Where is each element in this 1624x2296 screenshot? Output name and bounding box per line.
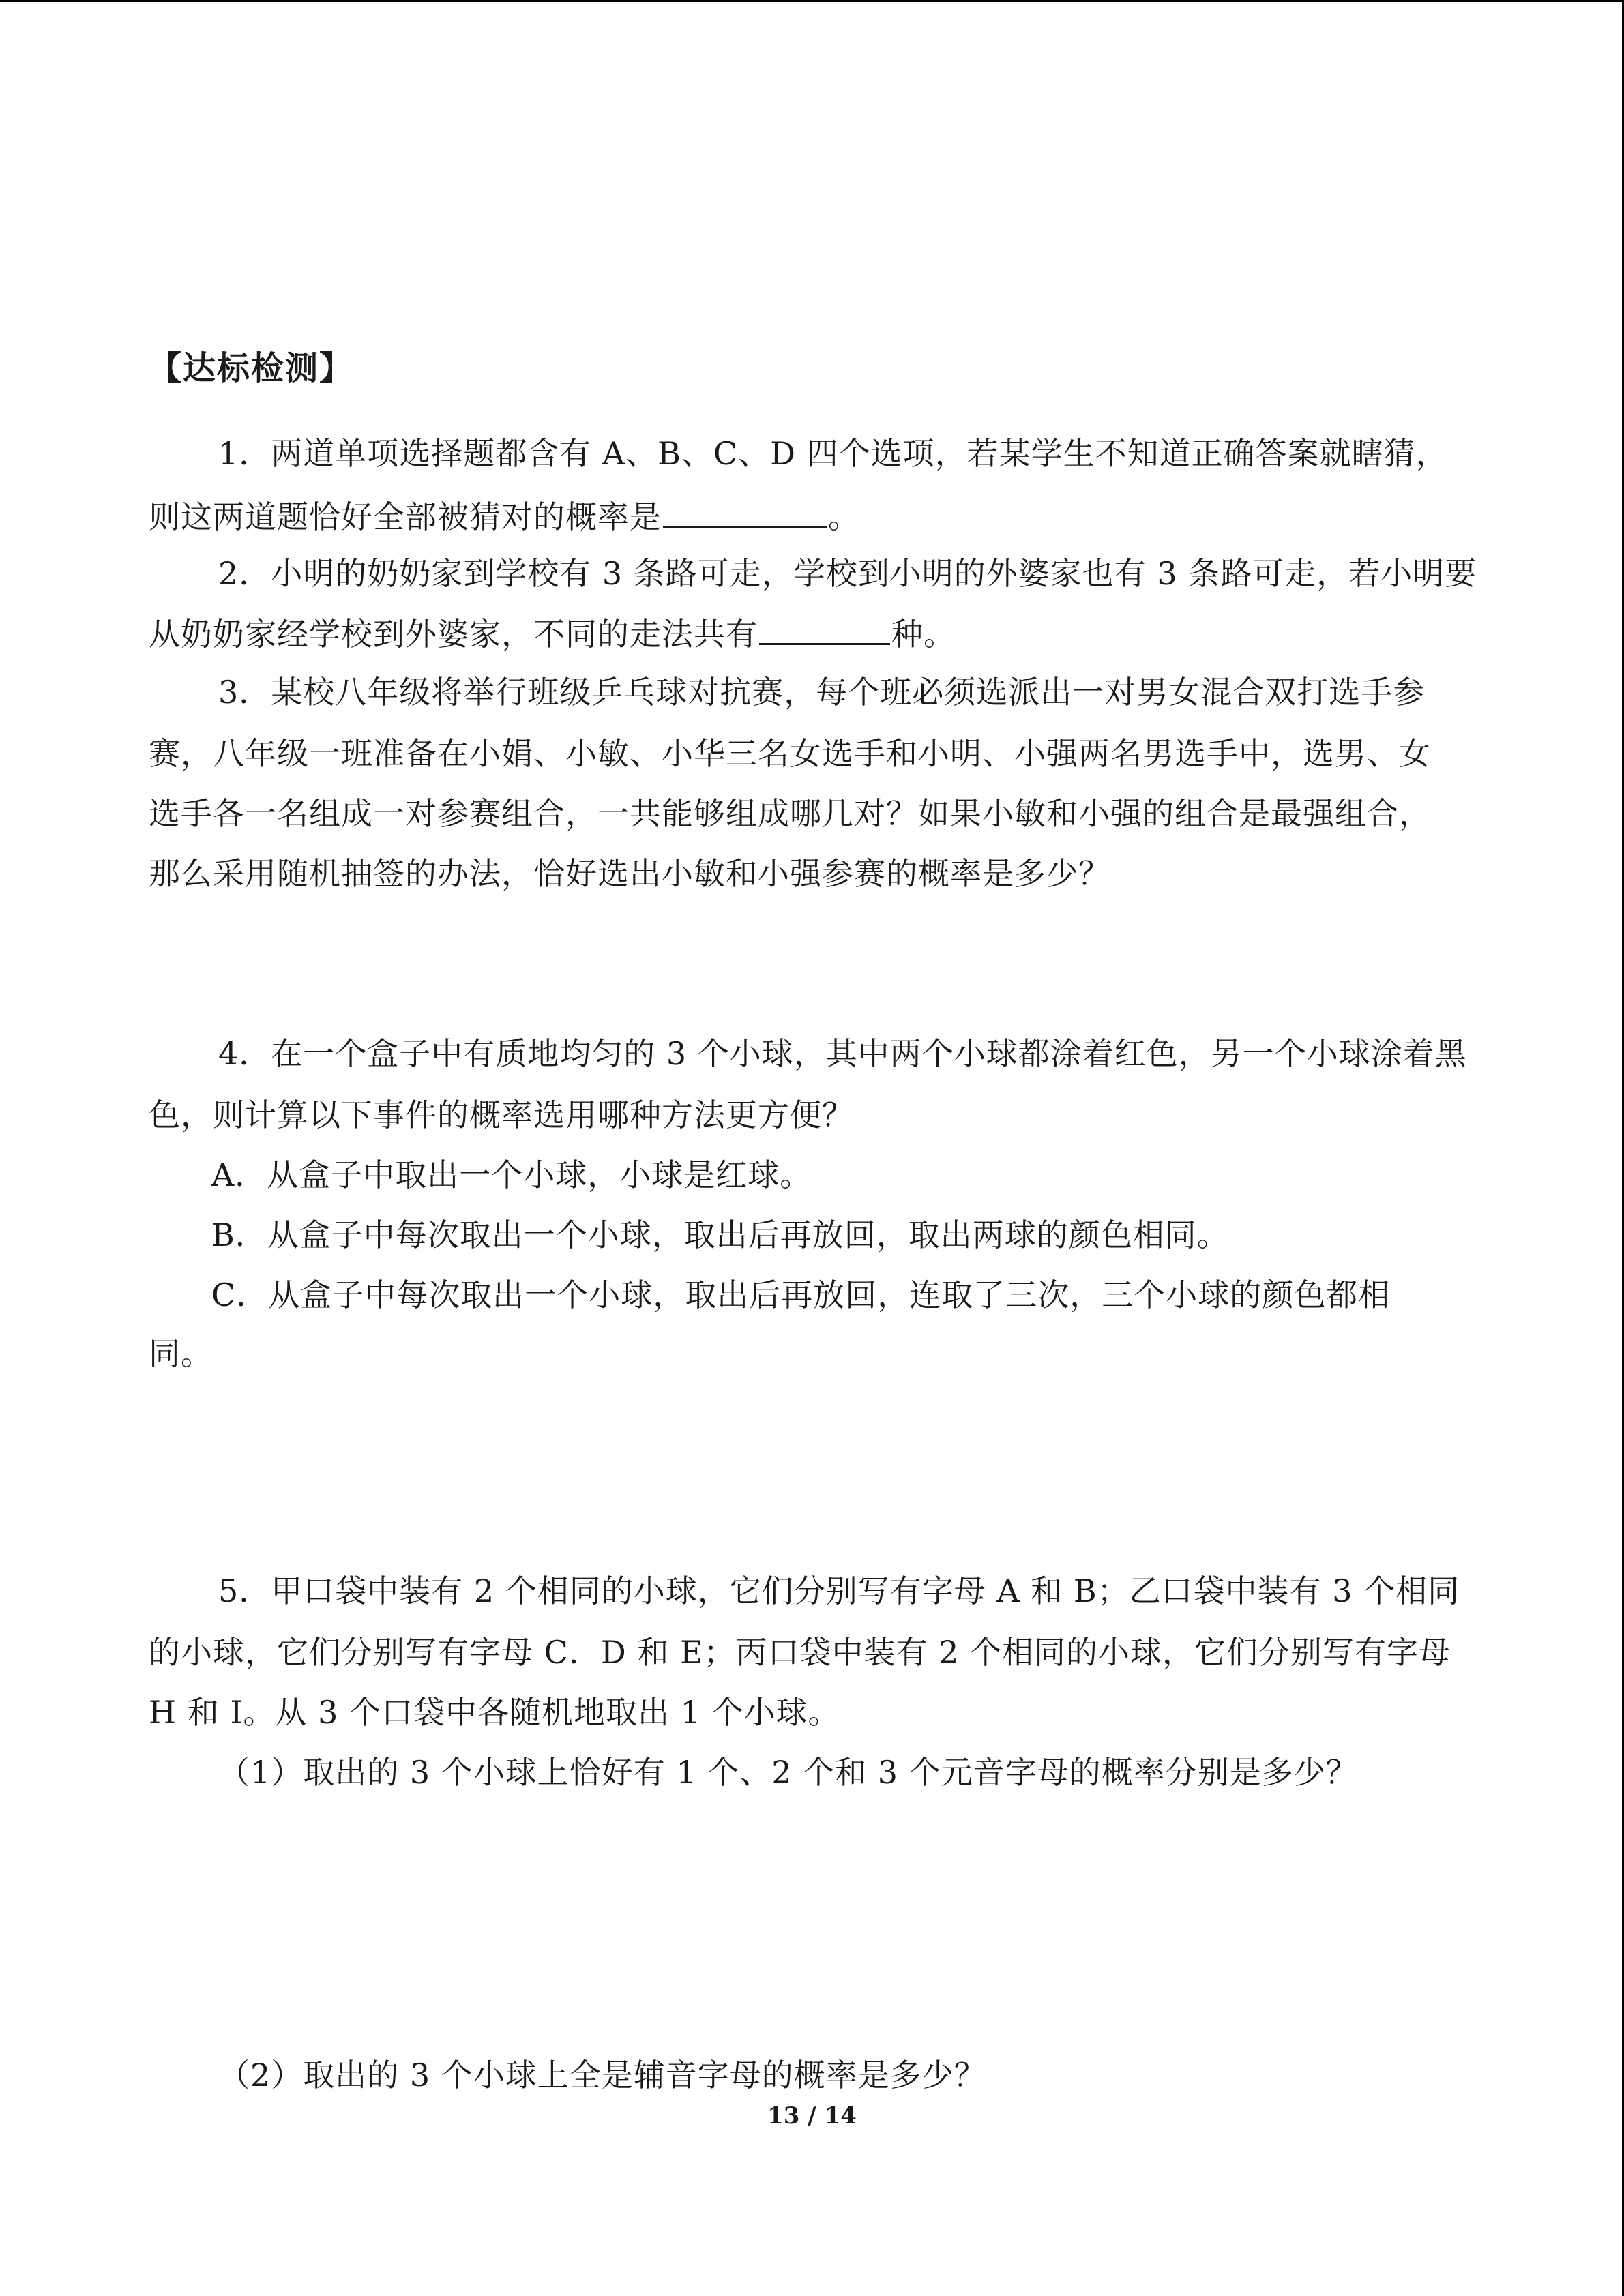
q1-line-1: 1．两道单项选择题都含有 A、B、C、D 四个选项，若某学生不知道正确答案就瞎猜，	[218, 435, 1448, 472]
q2-line-2	[149, 613, 956, 655]
page-number: 13 / 14	[767, 2102, 857, 2130]
q2-answer-blank[interactable]	[759, 613, 890, 645]
q3-line-2: 赛，八年级一班准备在小娟、小敏、小华三名女选手和小明、小强两名男选手中，选男、女	[149, 735, 1431, 772]
q1-answer-blank[interactable]	[663, 496, 827, 528]
q3-line-4: 那么采用随机抽签的办法，恰好选出小敏和小强参赛的概率是多少？	[149, 855, 1110, 892]
q4-option-c-line-1: C．从盒子中每次取出一个小球，取出后再放回，连取了三次，三个小球的颜色都相	[211, 1277, 1391, 1313]
q5-line-3: H 和 I。从 3 个口袋中各随机地取出 1 个小球。	[149, 1694, 840, 1731]
q1-line-2-text: 则这两道题恰好全部被猜对的概率是	[149, 498, 662, 535]
q3-line-3: 选手各一名组成一对参赛组合，一共能够组成哪几对？如果小敏和小强的组合是最强组合，	[149, 795, 1431, 832]
q1-line-2-end: 。	[828, 498, 860, 535]
q4-option-c-line-2: 同。	[149, 1335, 213, 1372]
q3-line-1: 3．某校八年级将举行班级乒乓球对抗赛，每个班必须选派出一对男女混合双打选手参	[218, 674, 1426, 711]
q1-line-2	[149, 496, 860, 537]
q2-line-1: 2．小明的奶奶家到学校有 3 条路可走，学校到小明的外婆家也有 3 条路可走，若小明要	[218, 555, 1477, 592]
q5-line-1: 5．甲口袋中装有 2 个相同的小球，它们分别写有字母 A 和 B；乙口袋中装有 3 个相同	[218, 1572, 1460, 1609]
q2-line-2-end: 种。	[891, 616, 956, 653]
q2-line-2-text: 从奶奶家经学校到外婆家，不同的走法共有	[149, 616, 758, 653]
q4-option-a: A．从盒子中取出一个小球，小球是红球。	[211, 1157, 812, 1193]
q5-line-2: 的小球，它们分别写有字母 C．D 和 E；丙口袋中装有 2 个相同的小球，它们分别写有字母	[149, 1634, 1451, 1671]
q4-option-b: B．从盒子中每次取出一个小球，取出后再放回，取出两球的颜色相同。	[211, 1217, 1229, 1253]
q5-sub-question-1: （1）取出的 3 个小球上恰好有 1 个、2 个和 3 个元音字母的概率分别是多少？	[218, 1754, 1358, 1791]
q5-sub-question-2: （2）取出的 3 个小球上全是辅音字母的概率是多少？	[218, 2057, 986, 2093]
q4-line-1: 4．在一个盒子中有质地均匀的 3 个小球，其中两个小球都涂着红色，另一个小球涂着黑	[218, 1035, 1467, 1072]
q4-line-2: 色，则计算以下事件的概率选用哪种方法更方便？	[149, 1097, 854, 1133]
section-title: 【达标检测】	[149, 349, 354, 387]
